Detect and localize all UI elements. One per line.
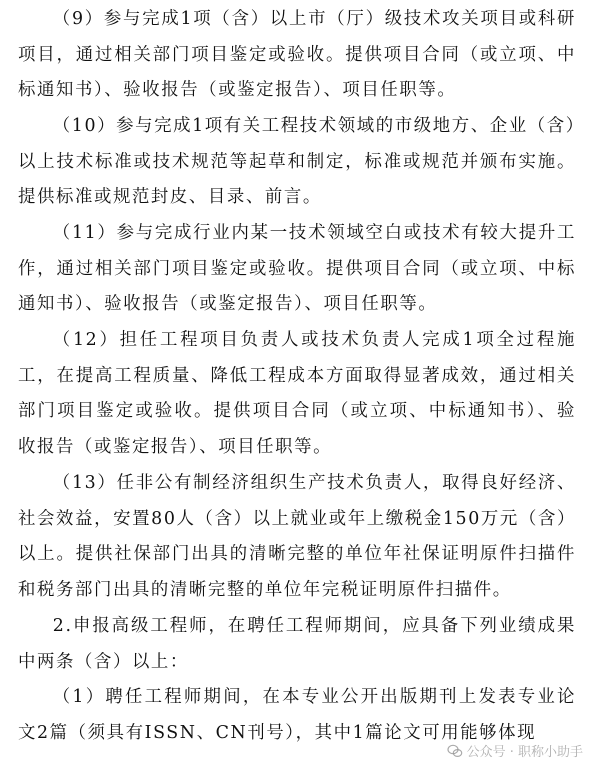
paragraph-item-9: （9）参与完成1项（含）以上市（厅）级技术攻关项目或科研项目，通过相关部门项目鉴定或验收。提供项目合同（或立项、中标通知书）、验收报告（或鉴定报告）、项目任职等。: [18, 9, 576, 101]
chat-bubble-icon: [447, 743, 463, 759]
watermark-text: 公众号 · 职称小助手: [466, 745, 583, 760]
watermark: [444, 740, 586, 761]
paragraph-item-13: （13）任非公有制经济组织生产技术负责人，取得良好经济、社会效益，安置80人（含）以上就业或年上缴税金150万元（含）以上。提供社保部门出具的清晰完整的单位年社保证明原件扫描件和税务部门出具的清晰完整的单位年完税证明原件扫描件。: [18, 473, 576, 600]
paragraph-item-11: （11）参与完成行业内某一技术领域空白或技术有较大提升工作，通过相关部门项目鉴定或验收。提供项目合同（或立项、中标通知书）、验收报告（或鉴定报告）、项目任职等。: [18, 223, 576, 315]
paragraph-item-1: （1）聘任工程师期间，在本专业公开出版期刊上发表专业论文2篇（须具有ISSN、CN刊号），其中1篇论文可用能够体现: [18, 687, 576, 743]
section-heading-senior-engineer: 2.申报高级工程师，在聘任工程师期间，应具备下列业绩成果中两条（含）以上：: [18, 616, 576, 672]
paragraph-item-10: （10）参与完成1项有关工程技术领域的市级地方、企业（含）以上技术标准或技术规范等起草和制定，标准或规范并颁布实施。提供标准或规范封皮、目录、前言。: [18, 116, 576, 208]
paragraph-item-12: （12）担任工程项目负责人或技术负责人完成1项全过程施工，在提高工程质量、降低工程成本方面取得显著成效，通过相关部门项目鉴定或验收。提供项目合同（或立项、中标通知书）、验收报告（或鉴定报告）、项目任职等。: [18, 330, 576, 457]
